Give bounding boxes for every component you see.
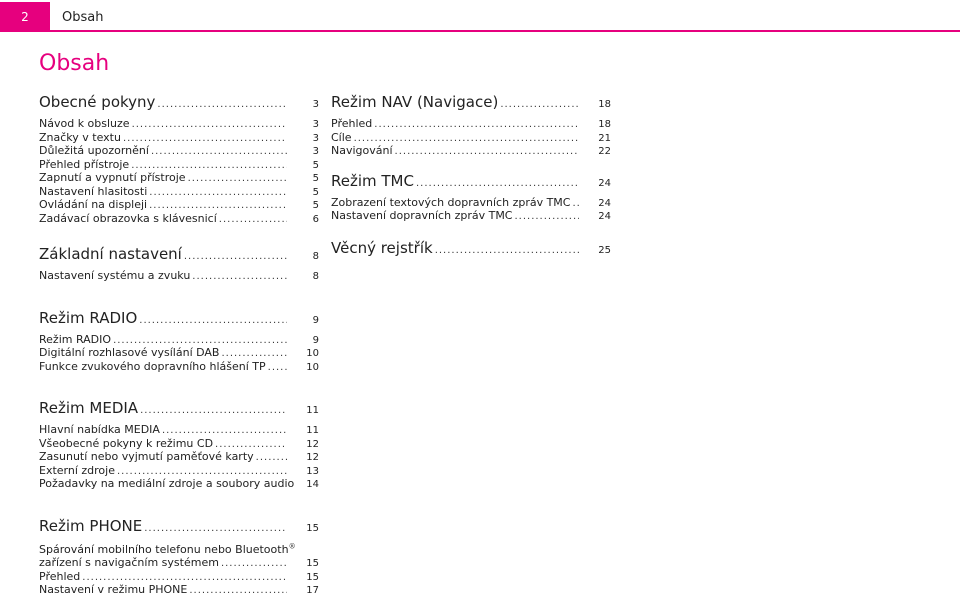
toc-entry[interactable]: Nastavení dopravních zpráv TMC ..... 24 [331,209,611,223]
toc-section [331,91,611,158]
running-title: Obsah [62,10,104,25]
toc-entry[interactable]: Funkce zvukového dopravního hlášení TP ..... 10 [39,360,319,374]
toc-section [39,243,319,283]
page-header [0,0,960,32]
toc-section-heading[interactable]: Režim RADIO ..... 9 [39,307,319,329]
toc-entry[interactable]: Zasunutí nebo vyjmutí paměťové karty ..... 12 [39,450,319,464]
toc-entry[interactable]: Cíle ..... 21 [331,131,611,145]
toc-left-column [39,91,319,597]
toc-entry[interactable]: Přehled přístroje ..... 5 [39,158,319,172]
toc-section-heading[interactable]: Základní nastavení ..... 8 [39,243,319,265]
toc-section [331,237,611,259]
toc-section-heading[interactable]: Věcný rejstřík ..... 25 [331,237,611,259]
toc-section [39,397,319,491]
toc-entry[interactable]: Digitální rozhlasové vysílání DAB ..... 10 [39,346,319,360]
toc-entry[interactable]: Navigování ..... 22 [331,144,611,158]
toc-section [331,170,611,223]
toc-entry[interactable]: Zobrazení textových dopravních zpráv TMC ..... 24 [331,196,611,210]
page-number: 2 [0,2,50,32]
toc-entry[interactable]: Externí zdroje ..... 13 [39,464,319,478]
toc-entry[interactable]: Značky v textu ..... 3 [39,131,319,145]
toc-section [39,91,319,225]
toc-entry[interactable]: Spárování mobilního telefonu nebo Bluetooth® zařízení s navigačním systémem ..... 15 [39,543,319,570]
page-title: Obsah [39,51,110,76]
toc-entry[interactable]: Přehled ..... 15 [39,570,319,584]
toc-entry[interactable]: Přehled ..... 18 [331,117,611,131]
toc-entry[interactable]: Režim RADIO ..... 9 [39,333,319,347]
toc-entry[interactable]: Nastavení v režimu PHONE ..... 17 [39,583,319,597]
toc-entry[interactable]: Návod k obsluze ..... 3 [39,117,319,131]
toc-section-heading[interactable]: Režim PHONE ..... 15 [39,515,319,537]
toc-entry[interactable]: Nastavení hlasitosti ..... 5 [39,185,319,199]
toc-section-heading[interactable]: Obecné pokyny ..... 3 [39,91,319,113]
toc-section [39,515,319,597]
toc-entry[interactable]: Požadavky na mediální zdroje a soubory audio 14 [39,477,319,490]
toc-entry[interactable]: Hlavní nabídka MEDIA ..... 11 [39,423,319,437]
toc-entry[interactable]: Všeobecné pokyny k režimu CD ..... 12 [39,437,319,451]
header-rule [50,30,960,32]
toc-section-heading[interactable]: Režim MEDIA ..... 11 [39,397,319,419]
toc-right-column [331,91,611,259]
toc-section [39,307,319,374]
toc-section-heading[interactable]: Režim TMC ..... 24 [331,170,611,192]
toc-entry[interactable]: Zadávací obrazovka s klávesnicí ..... 6 [39,212,319,226]
toc-entry[interactable]: Ovládání na displeji ..... 5 [39,198,319,212]
toc-section-heading[interactable]: Režim NAV (Navigace) ..... 18 [331,91,611,113]
toc-entry[interactable]: Zapnutí a vypnutí přístroje ..... 5 [39,171,319,185]
toc-entry[interactable]: Důležitá upozornění ..... 3 [39,144,319,158]
toc-entry[interactable]: Nastavení systému a zvuku ..... 8 [39,269,319,283]
